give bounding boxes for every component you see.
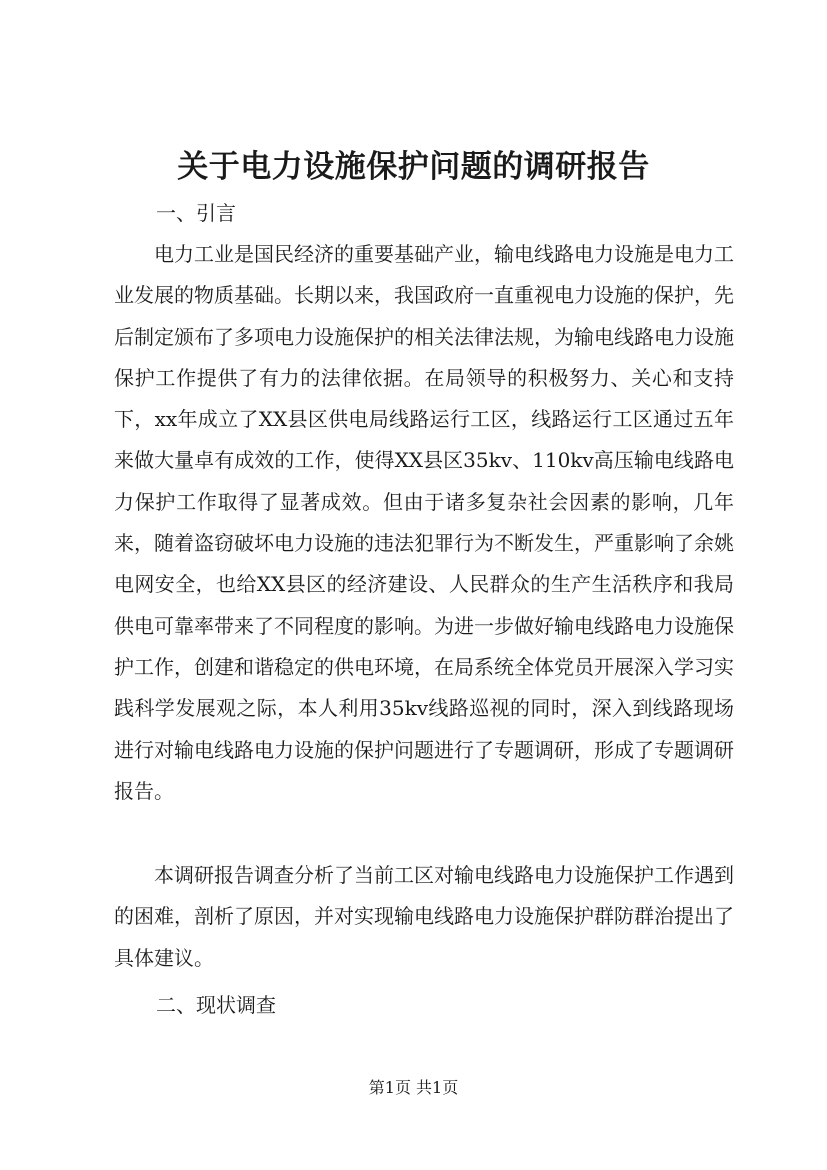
page-number-footer: 第1页 共1页	[368, 1078, 459, 1097]
document-title: 关于电力设施保护问题的调研报告	[177, 149, 650, 185]
body-paragraph-2-container	[114, 855, 734, 979]
section-heading-status-survey: 二、现状调查	[156, 993, 276, 1017]
body-paragraph: 本调研报告调查分析了当前工区对输电线路电力设施保护工作遇到的困难，剖析了原因，并对实现输电线路电力设施保护群防群治提出了具体建议。	[114, 863, 734, 970]
body-paragraph: 电力工业是国民经济的重要基础产业，输电线路电力设施是电力工业发展的物质基础。长期以来，我国政府一直重视电力设施的保护，先后制定颁布了多项电力设施保护的相关法律法规，为输电线路电力设施保护工作提供了有力的法律依据。在局领导的积极努力、关心和支持下，xx年成立了XX县区供电局线路运行工区，线路运行工区通过五年来做大量卓有成效的工作，使得XX县区35kv、110kv高压输电线路电力保护工作取得了显著成效。但由于诸多复杂社会因素的影响，几年来，随着盗窃破坏电力设施的违法犯罪行为不断发生，严重影响了余姚电网安全，也给XX县区的经济建设、人民群众的生产生活秩序和我局供电可靠率带来了不同程度的影响。为进一步做好输电线路电力设施保护工作，创建和谐稳定的供电环境，在局系统全体党员开展深入学习实践科学发展观之际，本人利用35kv线路巡视的同时，深入到线路现场进行对输电线路电力设施的保护问题进行了专题调研，形成了专题调研报告。	[114, 242, 734, 803]
body-paragraph-1-container	[114, 234, 734, 812]
section-heading-introduction: 一、引言	[156, 201, 236, 225]
